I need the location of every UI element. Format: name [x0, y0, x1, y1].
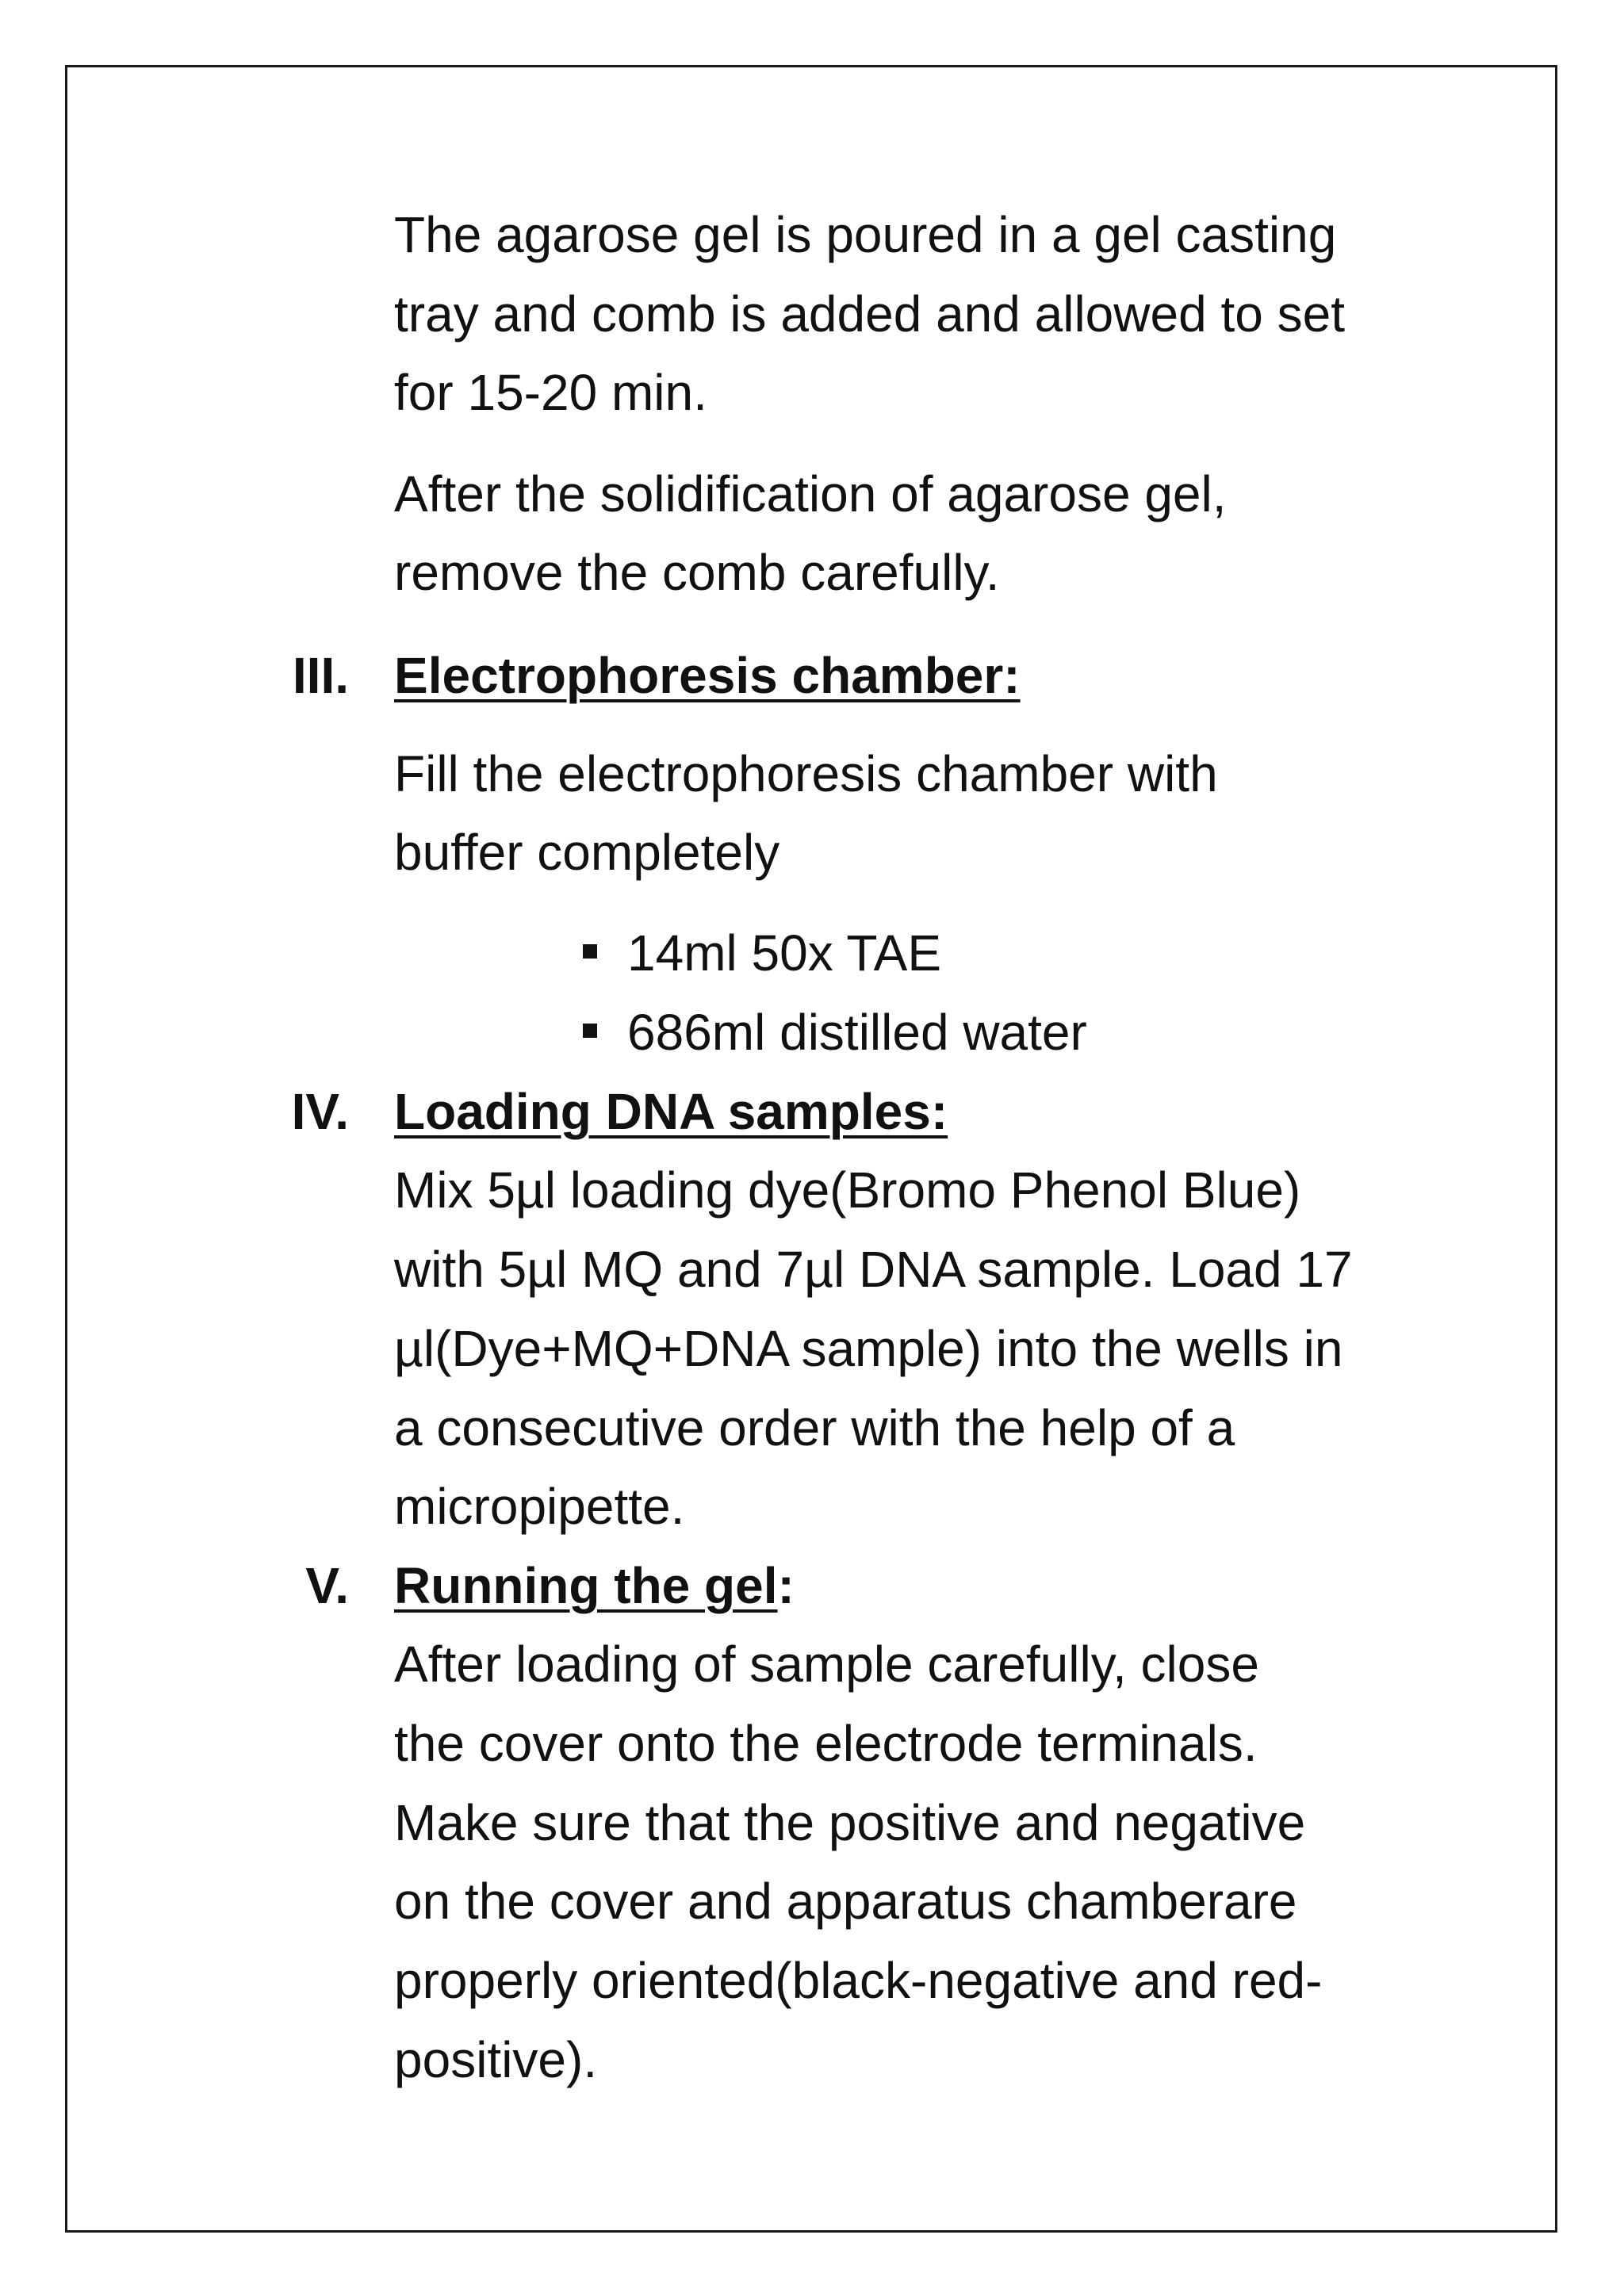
section-4-numeral: IV.	[291, 1083, 349, 1140]
gel-casting-line-1: The agarose gel is poured in a gel casting	[394, 206, 1337, 263]
bullet-text: 686ml distilled water	[627, 1004, 1087, 1061]
bullet-item-water	[583, 1001, 1087, 1064]
section-4-body-line-1: Mix 5µl loading dye(Bromo Phenol Blue)	[394, 1161, 1301, 1219]
bullet-item-tae	[583, 921, 941, 985]
section-5-body-line-3: Make sure that the positive and negative	[394, 1794, 1306, 1851]
section-3-title: Electrophoresis chamber:	[394, 647, 1021, 704]
section-5-body-line-5: properly oriented(black-negative and red-	[394, 1952, 1323, 2009]
square-bullet-icon	[583, 1024, 597, 1038]
section-5-title: Running the gel	[394, 1557, 778, 1614]
section-5-body-line-2: the cover onto the electrode terminals.	[394, 1715, 1258, 1772]
solidification-line-2: remove the comb carefully.	[394, 544, 1000, 601]
section-5-title-suffix: :	[777, 1557, 795, 1614]
section-5-body-line-4: on the cover and apparatus chamberare	[394, 1873, 1297, 1930]
section-4-body-line-2: with 5µl MQ and 7µl DNA sample. Load 17	[394, 1241, 1353, 1298]
section-5-heading	[394, 1554, 795, 1617]
solidification-line-1: After the solidification of agarose gel,	[394, 465, 1227, 522]
gel-casting-line-3: for 15-20 min.	[394, 364, 707, 421]
gel-casting-line-2: tray and comb is added and allowed to set	[394, 285, 1345, 342]
square-bullet-icon	[583, 944, 597, 959]
section-5-body-line-1: After loading of sample carefully, close	[394, 1636, 1259, 1693]
section-5-numeral: V.	[305, 1557, 349, 1614]
bullet-text: 14ml 50x TAE	[627, 924, 942, 982]
section-4-body-line-3: µl(Dye+MQ+DNA sample) into the wells in	[394, 1320, 1343, 1377]
section-4-title: Loading DNA samples:	[394, 1083, 948, 1140]
section-3-heading	[394, 644, 1021, 707]
section-4-heading	[394, 1080, 948, 1143]
section-3-body-line-2: buffer completely	[394, 824, 780, 881]
section-4-body-line-4: a consecutive order with the help of a	[394, 1399, 1235, 1456]
section-4-body-line-5: micropipette.	[394, 1478, 685, 1535]
section-3-numeral: III.	[292, 647, 349, 704]
section-3-body-line-1: Fill the electrophoresis chamber with	[394, 745, 1218, 802]
section-5-body-line-6: positive).	[394, 2031, 598, 2088]
